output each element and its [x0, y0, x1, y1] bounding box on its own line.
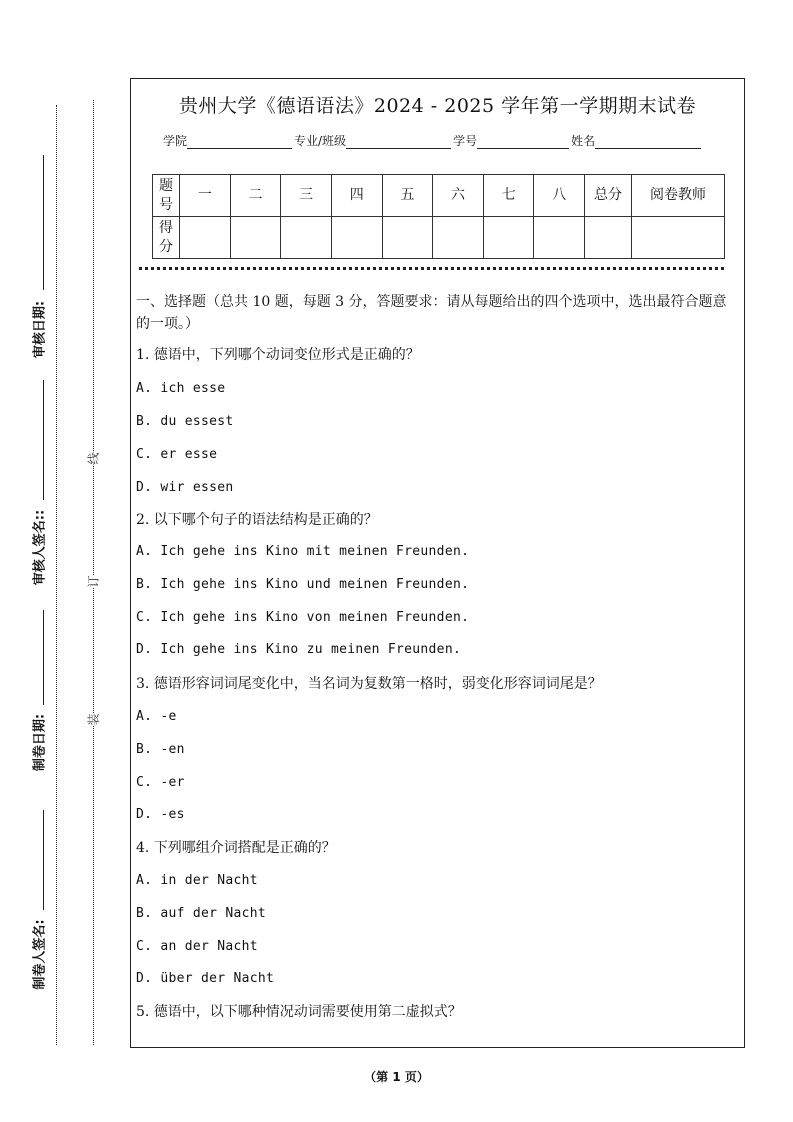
- option[interactable]: C. an der Nacht: [136, 939, 258, 954]
- option[interactable]: B. du essest: [136, 414, 234, 429]
- student-info-row: [163, 132, 703, 149]
- option[interactable]: B. Ich gehe ins Kino und meinen Freunden.: [136, 577, 470, 592]
- make-date-label: 制卷日期:: [32, 713, 48, 772]
- score-cell[interactable]: [230, 217, 281, 259]
- maker-sign-line: [43, 810, 44, 910]
- question-stem: 1. 德语中，下列哪个动词变位形式是正确的？: [136, 347, 420, 363]
- option[interactable]: C. Ich gehe ins Kino von meinen Freunden.: [136, 610, 470, 625]
- major-label: 专业/班级: [294, 134, 347, 148]
- name-label: 姓名: [571, 134, 596, 148]
- col-header-grader: 阅卷教师: [632, 175, 725, 217]
- college-field[interactable]: [187, 134, 292, 149]
- score-table: [152, 174, 725, 259]
- score-cell[interactable]: [534, 217, 585, 259]
- table-label-defen: 得分: [153, 217, 180, 259]
- col-header: 四: [331, 175, 382, 217]
- score-cell-total[interactable]: [585, 217, 632, 259]
- option[interactable]: C. er esse: [136, 447, 218, 462]
- option[interactable]: D. Ich gehe ins Kino zu meinen Freunden.: [136, 642, 462, 657]
- cut-mark-xian: 线: [82, 452, 105, 464]
- option[interactable]: A. ich esse: [136, 381, 226, 396]
- col-header: 七: [483, 175, 534, 217]
- student-id-label: 学号: [453, 134, 478, 148]
- option[interactable]: A. Ich gehe ins Kino mit meinen Freunden.: [136, 544, 470, 559]
- reviewer-sign-label: 审核人签名::: [32, 509, 48, 586]
- score-cell[interactable]: [281, 217, 332, 259]
- page-number: （第 1 页）: [364, 1070, 429, 1084]
- score-cell[interactable]: [180, 217, 231, 259]
- maker-sign-label: 制卷人签名:: [32, 919, 48, 990]
- col-header-total: 总分: [585, 175, 632, 217]
- score-cell[interactable]: [433, 217, 484, 259]
- option[interactable]: B. auf der Nacht: [136, 906, 267, 921]
- cut-mark-zhuang: 装: [82, 713, 105, 725]
- college-label: 学院: [163, 134, 188, 148]
- section-heading: 一、选择题（总共 10 题，每题 3 分，答题要求：请从每题给出的四个选项中，选出最符合题意的一项。）: [136, 294, 727, 332]
- make-date-line: [43, 610, 44, 705]
- question-stem: 4. 下列哪组介词搭配是正确的？: [136, 840, 336, 856]
- option[interactable]: D. über der Nacht: [136, 971, 275, 986]
- option[interactable]: A. -e: [136, 709, 177, 724]
- option[interactable]: B. -en: [136, 742, 185, 757]
- major-field[interactable]: [346, 134, 451, 149]
- student-id-field[interactable]: [477, 134, 569, 149]
- cut-mark-ding: 订: [82, 575, 105, 587]
- col-header: 五: [382, 175, 433, 217]
- score-cell[interactable]: [382, 217, 433, 259]
- outer-dotted-line: [56, 105, 57, 1045]
- option[interactable]: A. in der Nacht: [136, 873, 258, 888]
- exam-title: 贵州大学《德语语法》2024 - 2025 学年第一学期期末试卷: [178, 95, 697, 117]
- col-header: 二: [230, 175, 281, 217]
- exam-frame: [130, 78, 745, 1048]
- dotted-divider: [139, 267, 724, 270]
- reviewer-sign-line: [43, 380, 44, 500]
- question-stem: 3. 德语形容词词尾变化中，当名词为复数第一格时，弱变化形容词词尾是？: [136, 676, 602, 692]
- inner-dotted-line: [93, 100, 94, 1045]
- option[interactable]: C. -er: [136, 775, 185, 790]
- col-header: 八: [534, 175, 585, 217]
- col-header: 六: [433, 175, 484, 217]
- score-cell[interactable]: [331, 217, 382, 259]
- score-table-header-row: [153, 175, 725, 217]
- score-cell[interactable]: [483, 217, 534, 259]
- review-date-line: [43, 155, 44, 290]
- col-header: 一: [180, 175, 231, 217]
- score-cell-grader[interactable]: [632, 217, 725, 259]
- question-stem: 5. 德语中，以下哪种情况动词需要使用第二虚拟式？: [136, 1004, 462, 1020]
- option[interactable]: D. wir essen: [136, 480, 234, 495]
- table-label-tihao: 题号: [153, 175, 180, 217]
- question-stem: 2. 以下哪个句子的语法结构是正确的？: [136, 512, 378, 528]
- option[interactable]: D. -es: [136, 807, 185, 822]
- review-date-label: 审核日期:: [32, 300, 48, 359]
- name-field[interactable]: [595, 134, 701, 149]
- col-header: 三: [281, 175, 332, 217]
- score-table-score-row: [153, 217, 725, 259]
